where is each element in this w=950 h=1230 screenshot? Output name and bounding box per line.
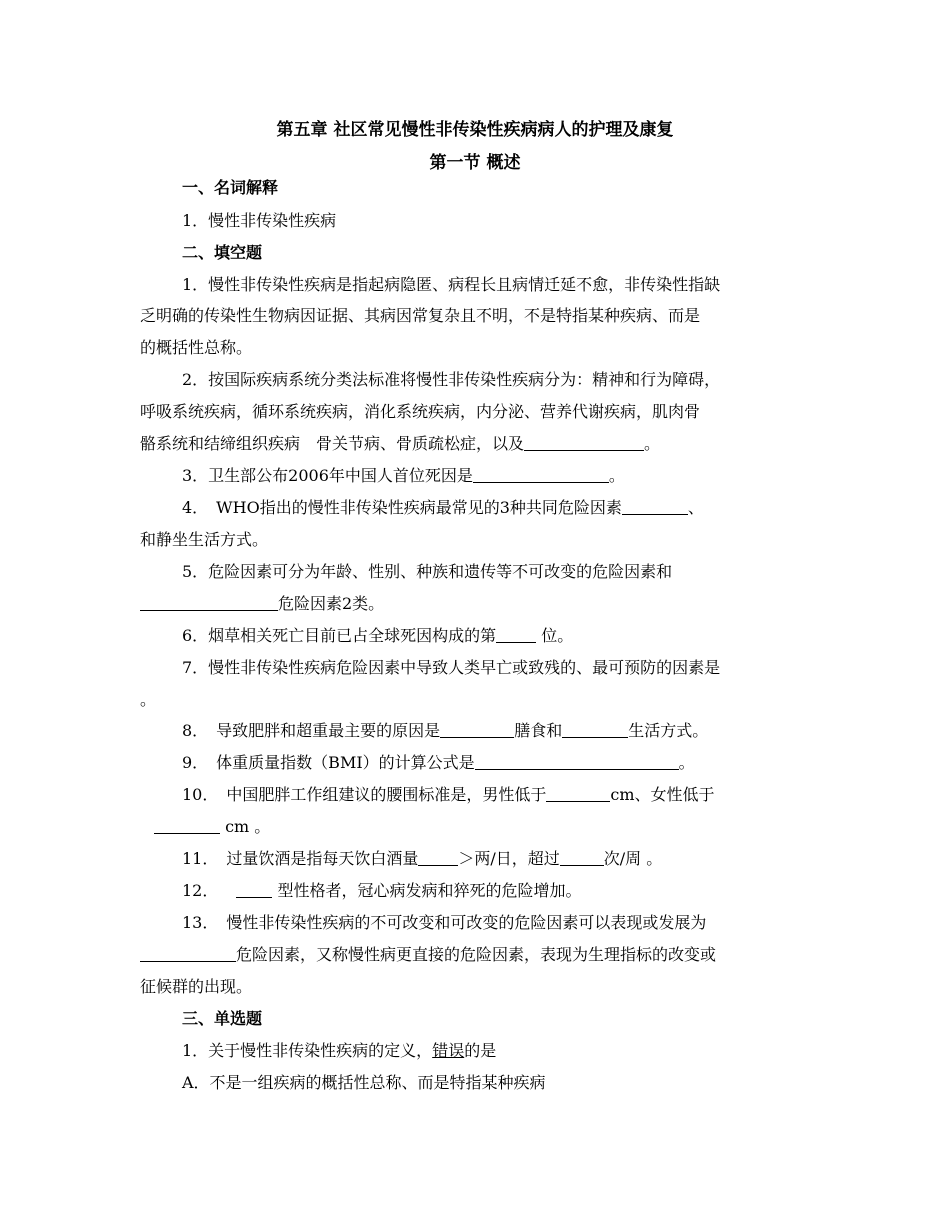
question-5-line-2 — [140, 594, 810, 614]
answer-blank[interactable] — [140, 594, 278, 611]
question-7-line-1: 7．慢性非传染性疾病危险因素中导致人类早亡或致残的、最可预防的因素是 — [182, 658, 721, 677]
question-1-line-2: 乏明确的传染性生物病因证据、其病因常复杂且不明，不是特指某种疾病、而是 — [140, 306, 701, 325]
question-9-end: 。 — [678, 753, 695, 772]
question-1-line-1: 1．慢性非传染性疾病是指起病隐匿、病程长且病情迁延不愈，非传染性指缺 — [182, 275, 721, 294]
answer-blank[interactable] — [473, 466, 609, 483]
question-10-end: cm 。 — [220, 817, 271, 836]
question-6 — [182, 626, 810, 646]
heading-single-choice: 三、单选题 — [182, 1009, 263, 1028]
answer-blank[interactable] — [236, 881, 272, 898]
question-10-line-1 — [182, 785, 810, 805]
answer-blank[interactable] — [562, 721, 628, 738]
answer-blank[interactable] — [622, 498, 688, 515]
question-13-line-2 — [140, 945, 810, 965]
question-4-sep: 、 — [687, 498, 704, 517]
question-10-line-2 — [140, 817, 810, 837]
question-2-line-1: 2．按国际疾病系统分类法标准将慢性非传染性疾病分为：精神和行为障碍， — [182, 370, 721, 389]
question-8-text: 8． 导致肥胖和超重最主要的原因是 — [182, 721, 441, 740]
section-title: 第一节 概述 — [429, 153, 521, 173]
question-3 — [182, 466, 810, 486]
single-choice-1 — [182, 1041, 810, 1061]
answer-blank[interactable] — [560, 849, 604, 866]
answer-blank[interactable] — [524, 434, 644, 451]
question-1-line-3: 的概括性总称。 — [140, 338, 253, 357]
question-2-end: 。 — [644, 434, 661, 453]
question-13-text: 危险因素，又称慢性病更直接的危险因素，表现为生理指标的改变或 — [236, 945, 717, 964]
question-2-text: 骼系统和结缔组织疾病 骨关节病、骨质疏松症，以及 — [140, 434, 525, 453]
question-11-end: 次/周 。 — [603, 849, 663, 868]
question-7-line-2: 。 — [140, 690, 157, 709]
answer-blank[interactable] — [140, 945, 236, 962]
question-8 — [182, 721, 810, 741]
single-choice-1-text: 1．关于慢性非传染性疾病的定义， — [182, 1041, 433, 1060]
answer-blank[interactable] — [440, 721, 514, 738]
question-12-number: 12． — [182, 881, 219, 900]
chapter-title: 第五章 社区常见慢性非传染性疾病病人的护理及康复 — [276, 120, 674, 140]
answer-blank[interactable] — [418, 849, 458, 866]
heading-fill-in: 二、填空题 — [182, 243, 263, 262]
question-10-mid: cm、女性低于 — [610, 785, 715, 804]
question-8-mid: 膳食和 — [514, 721, 563, 740]
question-3-end: 。 — [608, 466, 625, 485]
question-2-line-3 — [140, 434, 810, 454]
question-11 — [182, 849, 810, 869]
question-4-line-1 — [182, 498, 810, 518]
question-9-text: 9． 体重质量指数（BMI）的计算公式是 — [182, 753, 475, 772]
question-5-line-1: 5．危险因素可分为年龄、性别、种族和遗传等不可改变的危险因素和 — [182, 562, 673, 581]
question-6-text: 6．烟草相关死亡目前已占全球死因构成的第 — [182, 626, 497, 645]
question-13-line-1: 13． 慢性非传染性疾病的不可改变和可改变的危险因素可以表现或发展为 — [182, 913, 707, 932]
question-6-end: 位。 — [536, 626, 574, 645]
question-13-line-3: 征候群的出现。 — [140, 977, 253, 996]
single-choice-1-option-a: A．不是一组疾病的概括性总称、而是特指某种疾病 — [182, 1073, 546, 1092]
answer-blank[interactable] — [154, 817, 220, 834]
question-8-end: 生活方式。 — [628, 721, 709, 740]
single-choice-1-emphasis: 错误 — [432, 1041, 465, 1060]
question-10-text: 10． 中国肥胖工作组建议的腰围标准是，男性低于 — [182, 785, 547, 804]
definition-item-1: 1．慢性非传染性疾病 — [182, 211, 337, 230]
single-choice-1-end: 的是 — [464, 1041, 497, 1060]
question-12 — [182, 881, 810, 901]
question-12-text: 型性格者，冠心病发病和猝死的危险增加。 — [272, 881, 582, 900]
question-11-text: 11． 过量饮酒是指每天饮白酒量 — [182, 849, 419, 868]
heading-definitions: 一、名词解释 — [182, 178, 279, 197]
question-11-mid: ＞两/日，超过 — [458, 849, 560, 868]
question-3-text: 3．卫生部公布2006年中国人首位死因是 — [182, 466, 473, 485]
question-2-line-2: 呼吸系统疾病，循环系统疾病，消化系统疾病，内分泌、营养代谢疾病，肌肉骨 — [140, 402, 701, 421]
question-4-line-2: 和静坐生活方式。 — [140, 530, 269, 549]
question-9 — [182, 753, 810, 773]
answer-blank[interactable] — [496, 626, 536, 643]
answer-blank[interactable] — [546, 785, 610, 802]
question-5-end: 危险因素2类。 — [278, 594, 385, 613]
answer-blank[interactable] — [475, 753, 679, 770]
question-4-text: 4． WHO指出的慢性非传染性疾病最常见的3种共同危险因素 — [182, 498, 622, 517]
